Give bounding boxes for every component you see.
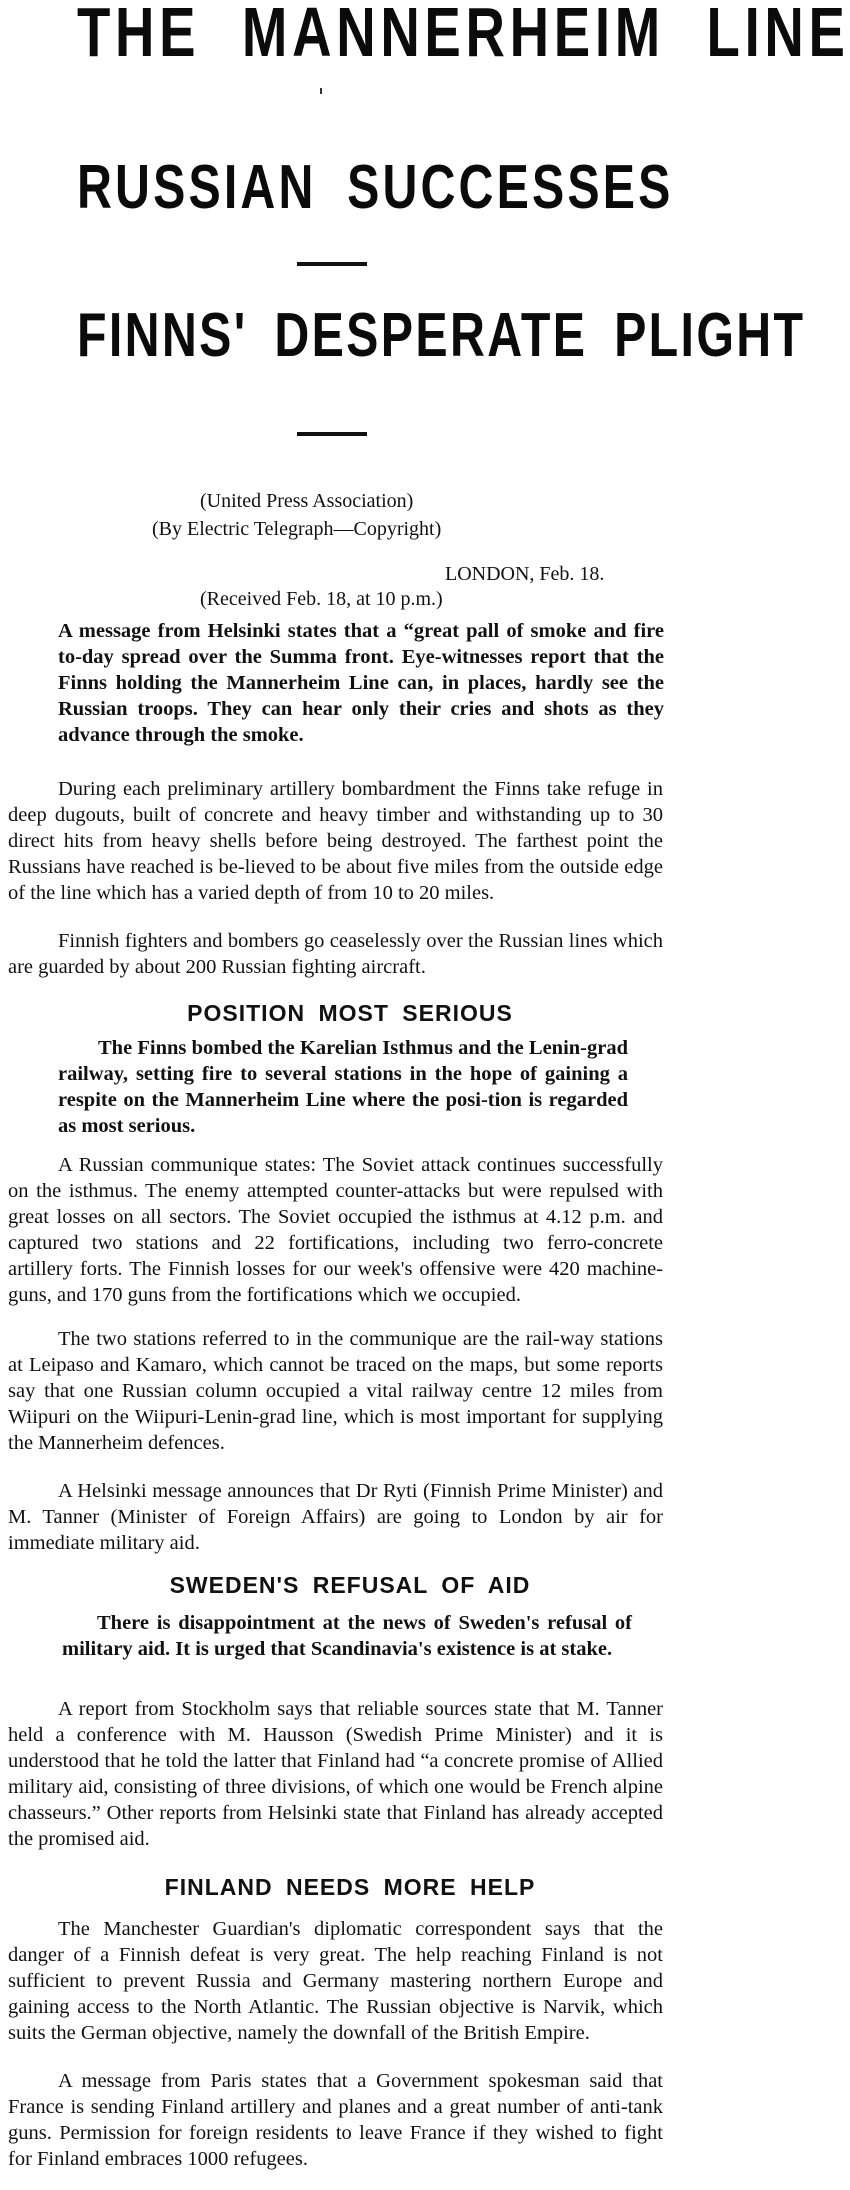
paragraph-paris: A message from Paris states that a Government spokesman said that France is sending Finland artillery and planes and a great number of anti-tank guns. Permission for foreign residents to leave France if they wished to fight for Finland embraces 1000 refugees.	[8, 2070, 663, 2170]
print-mark	[320, 88, 322, 94]
subheading-position: POSITION MOST SERIOUS	[187, 1000, 513, 1026]
dateline: LONDON, Feb. 18.	[445, 563, 605, 585]
paragraph-dugouts: During each preliminary artillery bombardment the Finns take refuge in deep dugouts, built of concrete and heavy timber and withstanding up to 30 direct hits from heavy shells before being destroyed. The farthest point the Russians have reached is be-lieved to be about five miles from the outside edge of the line which has a varied depth of from 10 to 20 miles.	[8, 778, 663, 904]
subheading-position-lead: The Finns bombed the Karelian Isthmus and the Lenin-grad railway, setting fire to several stations in the hope of gaining a respite on the Mannerheim Line where the posi-tion is regarded as most serious.	[58, 1037, 628, 1137]
received-note: (Received Feb. 18, at 10 p.m.)	[200, 588, 443, 610]
paragraph-communique: A Russian communique states: The Soviet attack continues successfully on the isthmus. The enemy attempted counter-attacks but were repulsed with great losses on all sectors. The Soviet occupied the isthmus at 4.12 p.m. and captured two stations and 22 fortifications, including two ferro-concrete artillery forts. The Finnish losses for our week's offensive were 420 machine-guns, and 170 guns from the fortifications which we occupied.	[8, 1154, 663, 1306]
subheading-finland-help: FINLAND NEEDS MORE HELP	[164, 1874, 536, 1900]
paragraph-stations: The two stations referred to in the communique are the rail-way stations at Leipaso and Kamaro, which cannot be traced on the maps, but some reports say that one Russian column occupied a vital railway centre 12 miles from Wiipuri on the Wiipuri-Lenin-grad line, which is most important for supplying the Mannerheim defences.	[8, 1328, 663, 1454]
subheading-sweden: SWEDEN'S REFUSAL OF AID	[169, 1572, 531, 1598]
agency-credit: (United Press Association)	[200, 490, 414, 512]
headline-rule-1	[297, 262, 367, 266]
paragraph-stockholm: A report from Stockholm says that reliable sources state that M. Tanner held a conference with M. Hausson (Swedish Prime Minister) and it is understood that he told the latter that Finland had “a concrete promise of Allied military aid, consisting of three divisions, of which one would be French alpine chasseurs.” Other reports from Helsinki state that Finland has already accepted the promised aid.	[8, 1698, 663, 1850]
paragraph-guardian: The Manchester Guardian's diplomatic correspondent says that the danger of a Finnish defeat is very great. The help reaching Finland is not sufficient to prevent Russia and Germany mastering northern Europe and gaining access to the North Atlantic. The Russian objective is Narvik, which suits the German objective, namely the downfall of the British Empire.	[8, 1918, 663, 2044]
paragraph-helsinki: A Helsinki message announces that Dr Ryti (Finnish Prime Minister) and M. Tanner (Minister of Foreign Affairs) are going to London by air for immediate military aid.	[8, 1480, 663, 1554]
main-headline: THE MANNERHEIM LINE	[77, 0, 850, 71]
telegraph-credit: (By Electric Telegraph—Copyright)	[152, 518, 442, 540]
headline-rule-2	[297, 432, 367, 436]
subheading-sweden-lead: There is disappointment at the news of Sweden's refusal of military aid. It is urged that Scandinavia's existence is at stake.	[62, 1612, 632, 1660]
intro-paragraph: A message from Helsinki states that a “great pall of smoke and fire to-day spread over the Summa front. Eye-witnesses report that the Finns holding the Mannerheim Line can, in places, hardly see the Russian troops. They can hear only their cries and shots as they advance through the smoke.	[58, 620, 664, 746]
third-headline: FINNS' DESPERATE PLIGHT	[77, 301, 806, 370]
second-headline: RUSSIAN SUCCESSES	[77, 153, 674, 222]
paragraph-aircraft: Finnish fighters and bombers go ceaselessly over the Russian lines which are guarded by about 200 Russian fighting aircraft.	[8, 930, 663, 978]
